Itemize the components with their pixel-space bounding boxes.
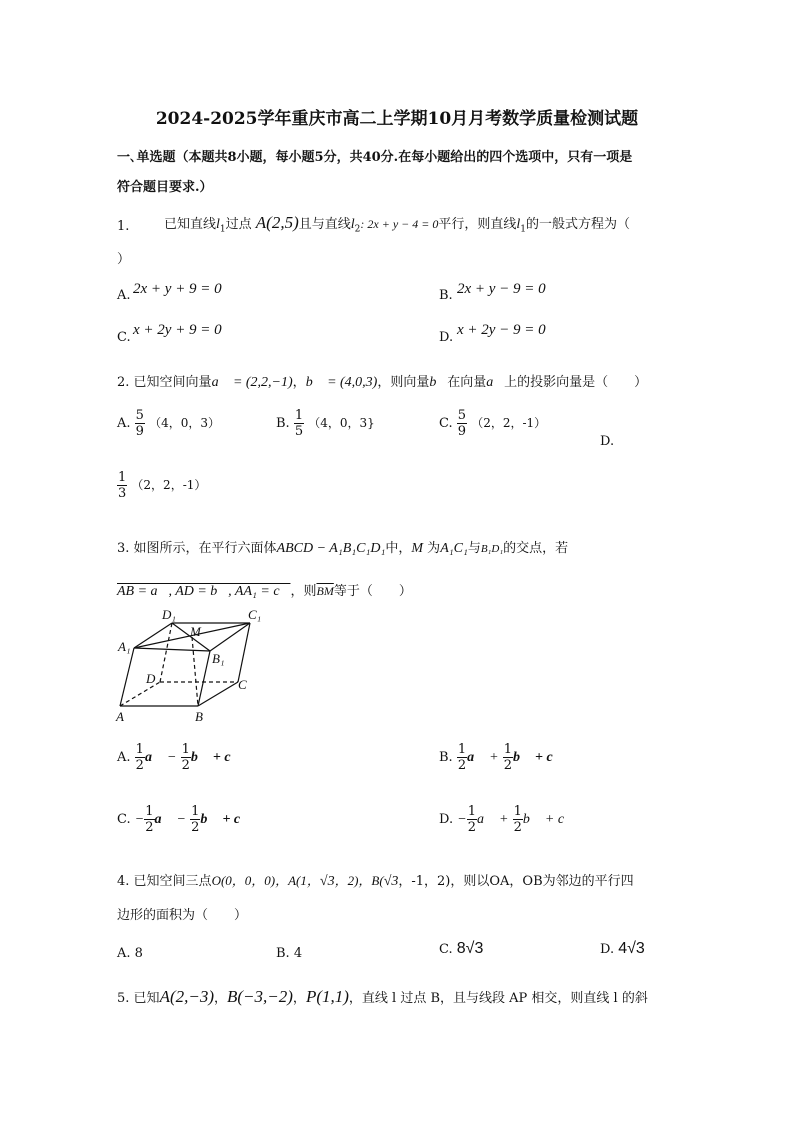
label-a: A [116,709,124,724]
q4-option-a-label: A. [117,946,131,961]
q2-option-b-label: B. [276,416,290,431]
half-fraction [190,804,200,835]
label-m: M [190,624,201,639]
q3-option-a-label: A. [117,750,131,765]
q4-points-start: O(0，0，0)，A(1， [211,873,320,888]
q3-option-d-op: + [499,812,509,827]
fraction-numerator: 1 [294,408,304,423]
q5-comma1: ， [214,991,228,1006]
q3-option-b-vec1: a⃗ [467,750,485,765]
q2-number: 2. [117,375,130,390]
q3-given: AB = a⃗, AD = b⃗, AA₁ = c⃗ [117,584,291,599]
q4-stem-line1 [117,870,634,893]
q1-text4: 平行，则直线 [438,217,517,232]
fraction-denominator: 3 [118,486,127,501]
q5-comma2: ， [292,991,306,1006]
q1-option-d: x + 2y − 9 = 0 [457,322,546,338]
q3-option-b-op: + [489,750,499,765]
edge-a1-b1 [134,648,210,651]
q3-stem-line2 [117,580,412,603]
q1-stem [164,210,630,243]
q3-option-b-label: B. [439,750,453,765]
q2-option-c [439,408,546,439]
q2-option-d-vector: （2，2，-1） [131,478,207,492]
q4-text1: 已知空间三点 [133,874,212,889]
fraction-numerator: 1 [513,804,522,819]
q4-option-a-value: 8 [134,946,143,961]
fraction-denominator: 2 [191,820,200,835]
label-d: D [146,671,156,686]
q2-text1: 已知空间向量 [133,375,212,390]
q3-option-a-tail: + c⃗ [212,750,242,765]
q3-option-c-tail: + c⃗ [222,812,252,827]
section-heading-line1: 一､单选题（本题共8小题，每小题5分，共40分.在每小题给出的四个选项中，只有一项是 [117,150,633,165]
q3-option-d-vec1: a⃗ [476,812,495,827]
q1-l2: l [350,217,355,232]
q1-number: 1. [117,219,130,234]
q2-text3: 在向量 [447,375,487,390]
q1-l1: l [216,217,220,232]
q3-option-a-vec2: b⃗ [190,750,209,765]
half-fraction [513,804,523,835]
q3-diag1: A₁C₁ [440,541,468,556]
q5-point-b: B(−3,−2) [227,987,293,1006]
q3-option-b-vec2: b⃗ [513,750,531,765]
fraction-denominator: 2 [145,820,154,835]
q1-option-b-label: B. [439,288,453,303]
q2-stem [117,372,647,394]
q5-text2: ，直线 l 过点 B，且与线段 AP 相交，则直线 l 的斜 [348,991,648,1006]
q3-option-c-op: − [176,812,186,827]
q2-option-c-fraction [457,408,467,439]
parallelepiped-figure [110,606,280,728]
q4-option-b-value: 4 [293,946,303,961]
q3-option-c [117,804,251,835]
q3-option-c-vec2: b⃗ [200,812,219,827]
q3-solid: ABCD − A₁B₁C₁D₁ [276,541,386,556]
q2-option-d-label: D. [600,434,615,449]
q3-option-a-op: − [166,750,177,765]
segment-b-m-hidden [192,637,198,706]
q3-option-d [439,804,575,835]
edge-a-a1 [120,648,134,706]
fraction-numerator: 1 [503,742,513,757]
page-title: 2024-2025学年重庆市高二上学期10月月考数学质量检测试题 [155,109,639,129]
q3-diag2: B₁D₁ [480,543,504,555]
q3-option-c-sign: − [134,812,145,827]
q4-option-c [439,940,483,958]
edge-d-d1-hidden [160,623,172,682]
q2-option-b-vector: （4，0，3} [308,416,375,430]
q5-stem [117,984,648,1012]
q3-option-c-vec1: a⃗ [154,812,173,827]
q1-option-c-label: C. [117,330,131,345]
fraction-denominator: 5 [294,424,304,439]
q2-option-d [117,470,206,501]
fraction-numerator: 1 [457,742,467,757]
q3-option-d-tail: + c⃗ [544,812,575,827]
half-fraction [135,742,145,773]
fraction-numerator: 5 [457,408,467,423]
q2-vector-a: a⃗ = (2,2,−1) [211,375,293,390]
label-d1: D₁ [162,607,176,622]
q3-option-d-vec2: b⃗ [522,812,541,827]
q4-option-d-label: D. [600,942,615,957]
fraction-denominator: 2 [467,820,476,835]
label-b: B [195,709,203,724]
q5-point-a: A(2,−3) [159,987,214,1006]
fraction-denominator: 2 [457,758,467,773]
fraction-numerator: 1 [467,804,476,819]
q4-sqrt3-b: √3 [383,874,399,889]
q2-option-b-fraction [294,408,304,439]
half-fraction [144,804,154,835]
fraction-denominator: 2 [513,820,522,835]
fraction-numerator: 1 [191,804,200,819]
q3-option-b [439,742,564,773]
q1-l1-again-sub: 1 [520,224,526,235]
q1-text3: 且与直线 [298,217,351,232]
q3-text2: 中， [385,541,412,556]
q4-option-b-label: B. [276,946,290,961]
q1-line-equation: : 2x + y − 4 = 0 [360,217,439,231]
q2-option-a-vector: （4，0，3） [149,416,220,430]
q3-stem-line1 [117,538,568,560]
q1-option-a-label: A. [117,288,131,303]
fraction-denominator: 2 [135,758,144,773]
q3-option-a [117,742,241,773]
q1-option-d-label: D. [439,330,454,345]
q3-bm: $\overline{BM}$ [316,584,334,598]
edge-b-b1 [198,651,210,706]
q3-option-d-label: D. [439,812,454,827]
q1-text5: 的一般式方程为（ [526,217,631,232]
half-fraction [467,804,477,835]
q1-option-c: x + 2y + 9 = 0 [133,322,222,338]
half-fraction [181,742,191,773]
q5-point-p: P(1,1) [305,987,349,1006]
q2-option-d-fraction [117,470,127,501]
half-fraction [457,742,467,773]
q3-text6: ，则 [290,584,317,599]
fraction-denominator: 2 [181,758,190,773]
q2-option-a [117,408,220,439]
q4-text2: ，-1，2)，则以OA，OB为邻边的平行四 [398,874,634,889]
q2-text4: 上的投影向量是（ ） [504,375,648,390]
edge-c-c1 [238,623,250,682]
q1-l1-sub: 1 [219,224,226,235]
q2-vector-b: b⃗ = (4,0,3) [305,375,378,390]
label-b1: B₁ [212,651,225,666]
q3-option-d-sign: − [457,812,467,827]
half-fraction [503,742,513,773]
q3-option-a-vec1: a⃗ [144,750,163,765]
fraction-numerator: 1 [135,742,144,757]
q3-text7: 等于（ ） [333,584,412,599]
q2-option-b [276,408,375,439]
q5-text1: 已知 [133,991,160,1006]
fraction-denominator: 9 [135,424,144,439]
q2-sep: ， [292,375,306,390]
q3-option-c-label: C. [117,812,131,827]
q1-close-paren: ） [117,252,131,267]
q3-text5: 的交点，若 [503,541,569,556]
fraction-numerator: 1 [145,804,154,819]
q3-text1: 如图所示，在平行六面体 [133,541,277,556]
q4-option-d [600,940,645,958]
q3-option-b-tail: + c⃗ [535,750,564,765]
q4-number: 4. [117,874,130,889]
q2-a: a⃗ [486,375,505,390]
q4-option-b [276,946,302,961]
q1-point: A(2,5) [255,213,299,232]
q2-option-a-fraction [135,408,145,439]
fraction-numerator: 5 [135,408,144,423]
q1-text1: 已知直线 [164,217,217,232]
q2-option-c-vector: （2，2，-1） [471,416,547,430]
q4-points-mid: ，2)，B( [334,873,384,888]
fraction-numerator: 1 [181,742,190,757]
q4-option-a [117,946,143,961]
q5-number: 5. [117,991,130,1006]
q2-option-a-label: A. [117,416,131,431]
edge-b-c [198,682,238,706]
q3-text3: 为 [427,541,441,556]
q1-text2: 过点 [225,217,252,232]
fraction-denominator: 9 [457,424,467,439]
q2-option-c-label: C. [439,416,453,431]
section-heading-line2: 符合题目要求.） [117,180,213,195]
q2-text2: ，则向量 [377,375,430,390]
q3-m: M [411,541,424,556]
q4-option-d-value: 4√3 [618,940,645,957]
q1-option-b: 2x + y − 9 = 0 [457,281,546,297]
q4-stem-line2: 边形的面积为（ ） [117,908,248,923]
q3-number: 3. [117,541,130,556]
q4-option-c-label: C. [439,942,453,957]
q2-b: b⃗ [429,375,448,390]
label-a1: A₁ [118,639,131,654]
q1-l1-again: l [516,217,521,232]
q4-sqrt3-a: √3 [319,874,335,889]
fraction-denominator: 2 [503,758,513,773]
q4-option-c-value: 8√3 [456,940,484,957]
fraction-numerator: 1 [118,470,127,485]
label-c1: C₁ [248,607,262,622]
q1-option-a: 2x + y + 9 = 0 [133,281,222,297]
q3-text4: 与 [467,541,481,556]
q1-l2-sub: 2 [354,224,361,235]
label-c: C [238,677,247,692]
